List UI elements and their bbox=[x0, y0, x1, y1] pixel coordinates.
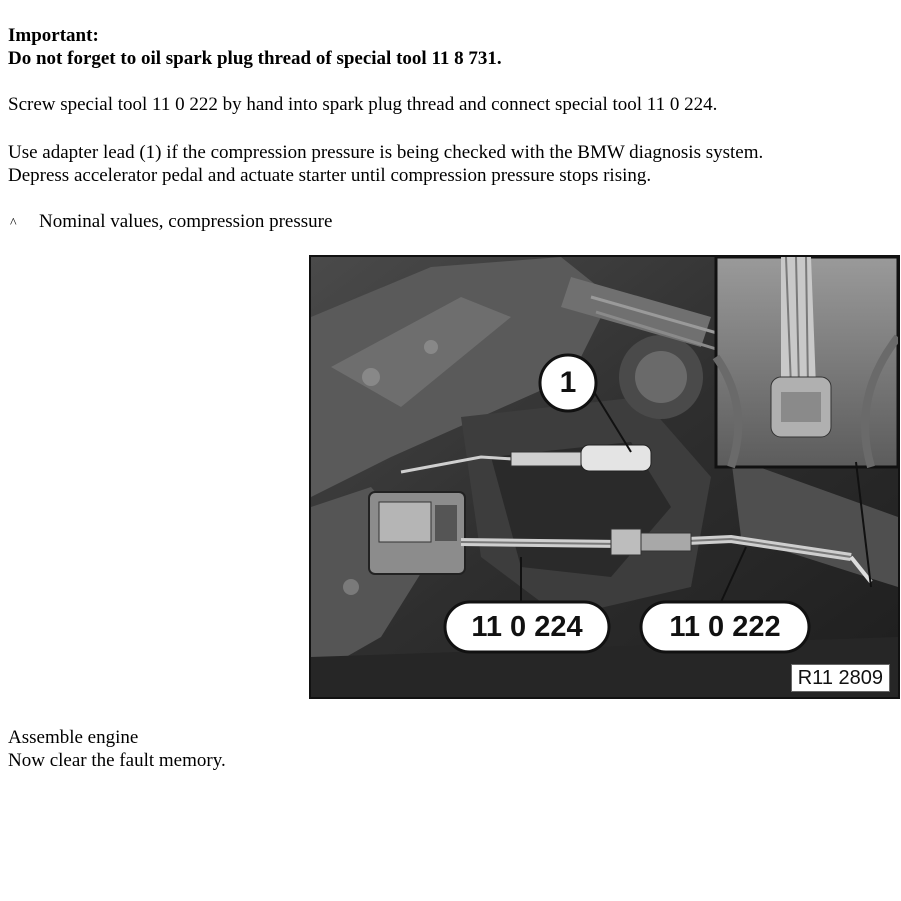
footer-assemble-engine: Assemble engine bbox=[8, 727, 139, 748]
tool-label-110224: 11 0 224 bbox=[471, 611, 583, 643]
step-adapter-lead: Use adapter lead (1) if the compression pressure is being checked with the BMW diagnosis system. bbox=[8, 142, 764, 163]
tool-label-110222: 11 0 222 bbox=[669, 611, 781, 643]
important-note: Do not forget to oil spark plug thread of special tool 11 8 731. bbox=[8, 48, 502, 69]
callout-1-label: 1 bbox=[559, 366, 577, 399]
step-screw-tool: Screw special tool 11 0 222 by hand into spark plug thread and connect special tool 11 0 224. bbox=[8, 94, 718, 115]
caret-marker-icon: ^ bbox=[10, 216, 17, 231]
engine-illustration bbox=[309, 255, 900, 699]
step-depress-pedal: Depress accelerator pedal and actuate starter until compression pressure stops rising. bbox=[8, 165, 652, 186]
nominal-values-link[interactable]: Nominal values, compression pressure bbox=[39, 211, 333, 232]
footer-clear-fault-memory: Now clear the fault memory. bbox=[8, 750, 226, 771]
important-heading: Important: bbox=[8, 25, 99, 46]
figure-reference-code: R11 2809 bbox=[791, 664, 890, 692]
